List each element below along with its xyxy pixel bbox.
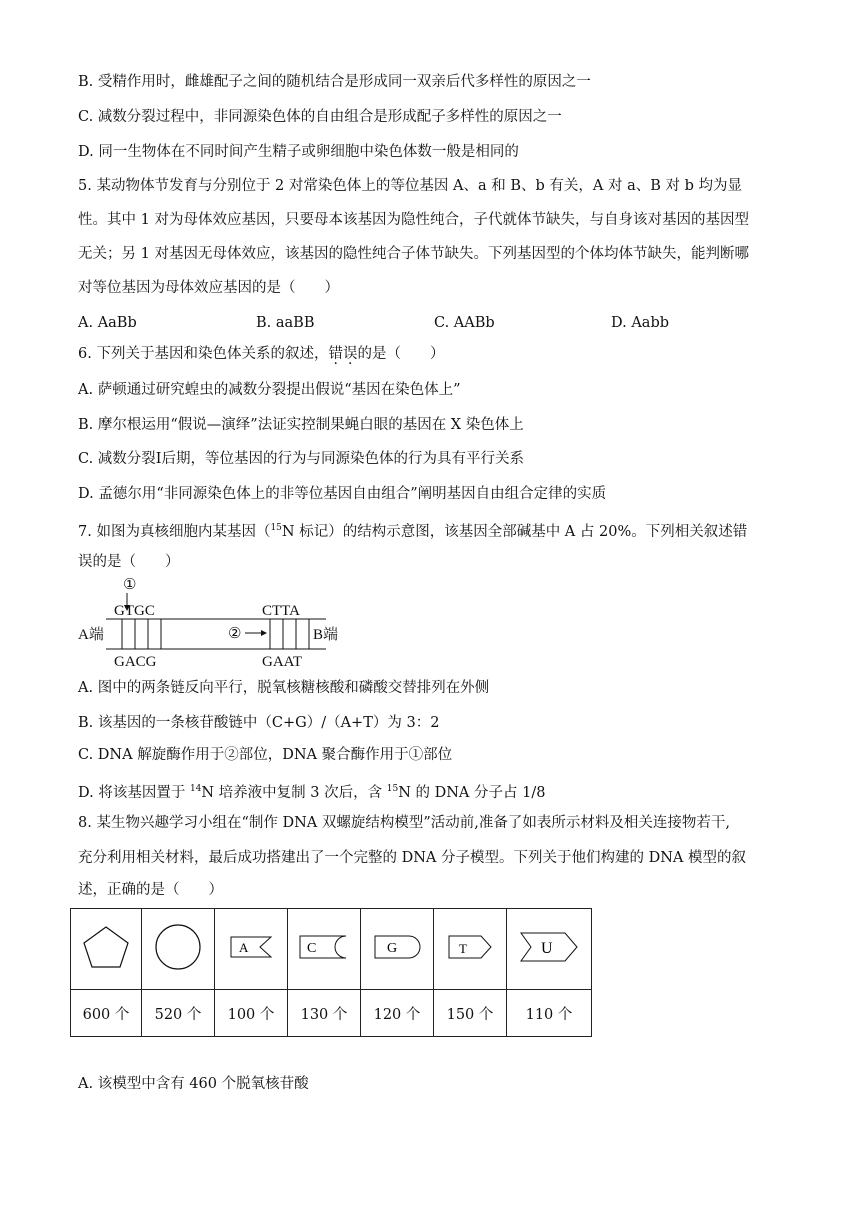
top-left-bases: GTGC — [114, 603, 155, 619]
q5-option-a: A. AaBb — [78, 315, 137, 331]
q6-emphasis-char: 错 — [328, 346, 343, 362]
base-u-cell — [507, 909, 592, 990]
q8-stem-line3: 述，正确的是（ ） — [78, 882, 223, 898]
q7-option-d-text: N 的 DNA 分子占 1/8 — [398, 784, 546, 801]
count-cell: 600 个 — [71, 990, 142, 1037]
circle-icon — [149, 922, 207, 972]
base-g-cell — [361, 909, 434, 990]
isotope-superscript: 15 — [386, 784, 399, 794]
bottom-left-bases: GACG — [114, 654, 157, 670]
dna-structure-diagram — [78, 578, 378, 670]
q5-stem-line3: 无关；另 1 对基因无母体效应，该基因的隐性纯合子体节缺失。下列基因型的个体均体节缺失，能判断哪 — [78, 246, 749, 262]
marker-2-label: ② — [228, 626, 242, 642]
q4-option-b: B. 受精作用时，雌雄配子之间的随机结合是形成同一双亲后代多样性的原因之一 — [78, 74, 591, 90]
q6-emphasis-char: 误 — [342, 346, 358, 362]
base-t-cell — [434, 909, 507, 990]
count-cell: 130 个 — [288, 990, 361, 1037]
count-row — [71, 990, 592, 1037]
q6-stem-end: 的是（ ） — [357, 346, 445, 362]
q5-option-c: C. AABb — [434, 315, 495, 331]
q7-option-d-text: N 培养液中复制 3 次后，含 — [201, 784, 387, 801]
base-a-letter: A — [239, 940, 249, 955]
q6-option-a: A. 萨顿通过研究蝗虫的减数分裂提出假说“基因在染色体上” — [78, 382, 461, 398]
q5-option-b: B. aaBB — [256, 315, 315, 331]
base-t-letter: T — [459, 941, 467, 956]
shape-row — [71, 909, 592, 990]
isotope-superscript: 15 — [270, 523, 282, 533]
q7-option-c: C. DNA 解旋酶作用于②部位，DNA 聚合酶作用于①部位 — [78, 747, 453, 763]
q5-stem-line4: 对等位基因为母体效应基因的是（ ） — [78, 280, 339, 296]
pentagon-icon — [78, 922, 134, 972]
q8-stem-line2: 充分利用相关材料，最后成功搭建出了一个完整的 DNA 分子模型。下列关于他们构建的 DNA 模型的叙 — [78, 850, 747, 866]
base-a-cell — [215, 909, 288, 990]
base-g-letter: G — [387, 941, 398, 956]
bottom-right-bases: GAAT — [262, 654, 302, 670]
marker-1-label: ① — [123, 578, 137, 593]
q7-stem-text-rest: N 标记）的结构示意图，该基因全部碱基中 A 占 20%。下列相关叙述错 — [281, 523, 748, 540]
q7-option-a: A. 图中的两条链反向平行，脱氧核糖核酸和磷酸交替排列在外侧 — [78, 680, 490, 696]
q4-option-d: D. 同一生物体在不同时间产生精子或卵细胞中染色体数一般是相同的 — [78, 144, 519, 160]
count-cell: 100 个 — [215, 990, 288, 1037]
base-t-shape-icon — [445, 932, 495, 962]
q7-stem-line1 — [78, 518, 808, 542]
q5-option-d: D. Aabb — [611, 315, 670, 331]
base-a-shape-icon — [227, 932, 275, 962]
q8-stem-line1: 8. 某生物兴趣学习小组在“制作 DNA 双螺旋结构模型”活动前,准备了如表所示材料及相关连接物若干, — [78, 815, 730, 831]
phosphate-cell — [71, 909, 142, 990]
q6-stem-text: 6. 下列关于基因和染色体关系的叙述， — [78, 346, 329, 362]
base-g-shape-icon — [371, 932, 423, 962]
q5-stem-line2: 性。其中 1 对为母体效应基因，只要母本该基因为隐性纯合，子代就体节缺失，与自身该对基因的基因型 — [78, 212, 749, 228]
q7-stem-text: 7. 如图为真核细胞内某基因（ — [78, 523, 271, 540]
end-a-label: A端 — [78, 627, 104, 643]
isotope-superscript: 14 — [189, 784, 202, 794]
q7-stem-line2: 误的是（ ） — [78, 554, 180, 570]
q6-option-d: D. 孟德尔用“非同源染色体上的非等位基因自由组合”阐明基因自由组合定律的实质 — [78, 486, 607, 502]
count-cell: 520 个 — [142, 990, 215, 1037]
q7-option-b: B. 该基因的一条核苷酸链中（C+G）/（A+T）为 3：2 — [78, 715, 440, 731]
q7-option-d — [78, 779, 808, 803]
materials-table — [70, 908, 592, 1037]
q5-stem-line1: 5. 某动物体节发育与分别位于 2 对常染色体上的等位基因 A、a 和 B、b 有关，A 对 a、B 对 b 均为显 — [78, 178, 742, 194]
count-cell: 110 个 — [507, 990, 592, 1037]
q8-option-a: A. 该模型中含有 460 个脱氧核苷酸 — [78, 1076, 309, 1092]
end-b-label: B端 — [313, 627, 339, 643]
q4-option-c: C. 减数分裂过程中，非同源染色体的自由组合是形成配子多样性的原因之一 — [78, 109, 562, 125]
q6-stem — [78, 344, 808, 364]
count-cell: 120 个 — [361, 990, 434, 1037]
marker-2-arrowhead — [261, 630, 267, 636]
q6-option-c: C. 减数分裂Ⅰ后期，等位基因的行为与同源染色体的行为具有平行关系 — [78, 451, 525, 467]
base-c-shape-icon — [296, 932, 352, 962]
q6-option-b: B. 摩尔根运用“假说—演绎”法证实控制果蝇白眼的基因在 X 染色体上 — [78, 417, 524, 433]
count-cell: 150 个 — [434, 990, 507, 1037]
base-u-shape-icon — [517, 929, 581, 965]
base-u-letter: U — [541, 940, 553, 957]
q7-option-d-text: D. 将该基因置于 — [78, 784, 190, 801]
base-c-cell — [288, 909, 361, 990]
base-c-letter: C — [307, 941, 317, 956]
deoxyribose-cell — [142, 909, 215, 990]
top-right-bases: CTTA — [262, 603, 300, 619]
